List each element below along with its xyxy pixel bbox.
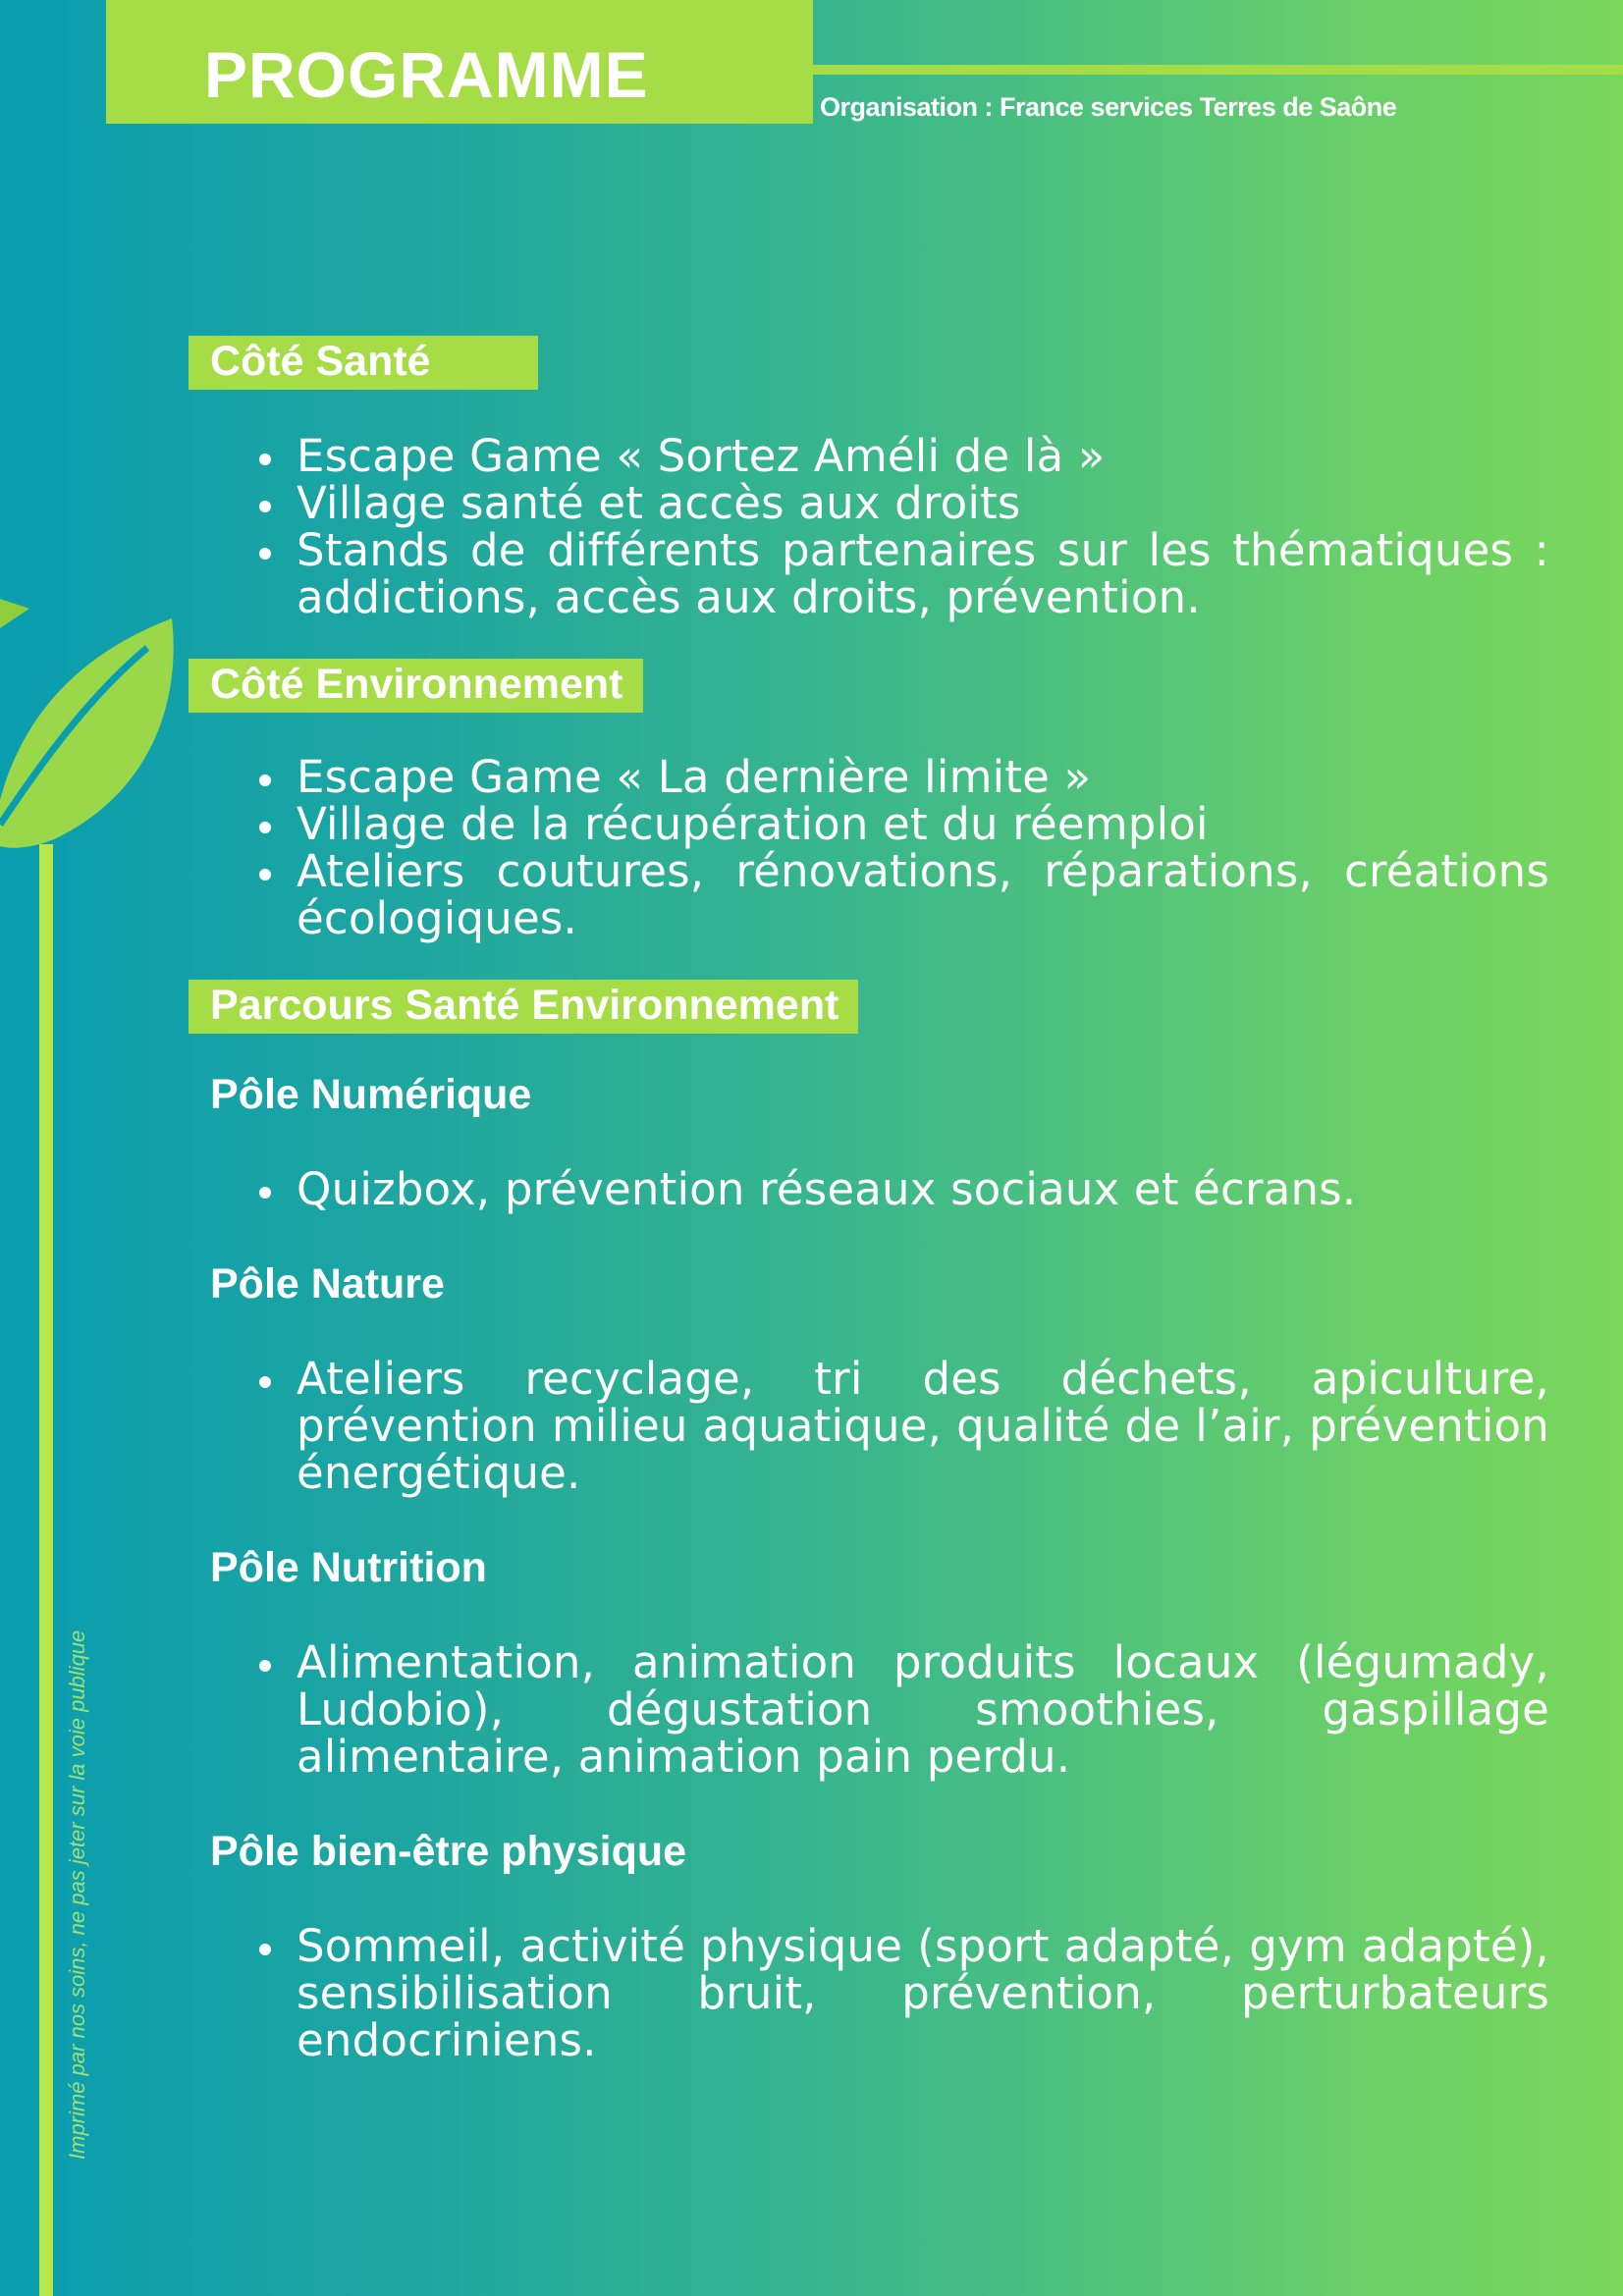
list-item: Sommeil, activité physique (sport adapté, gym adapté), sensibilisation bruit, prévention, perturbateurs endocriniens. xyxy=(297,1920,1549,2066)
pole-title-nature: Pôle Nature xyxy=(210,1260,445,1308)
list-item: Quizbox, prévention réseaux sociaux et écrans. xyxy=(297,1166,1549,1213)
list-nutrition xyxy=(189,1636,1549,1783)
section-tag-sante: Côté Santé xyxy=(189,336,538,390)
section-tag-parcours: Parcours Santé Environnement xyxy=(189,980,858,1034)
list-item: Ateliers recyclage, tri des déchets, apiculture, prévention milieu aquatique, qualité de l’air, prévention énergétique. xyxy=(297,1353,1549,1499)
leaf-stem xyxy=(39,844,53,2296)
list-item: Ateliers coutures, rénovations, réparations, créations écologiques. xyxy=(297,845,1549,944)
list-item: Stands de différents partenaires sur les thématiques : addictions, accès aux droits, prévention. xyxy=(297,524,1549,623)
list-item: Village santé et accès aux droits xyxy=(297,480,1549,527)
list-item: Escape Game « La dernière limite » xyxy=(297,754,1549,801)
organisation-label: Organisation : France services Terres de Saône xyxy=(820,92,1397,122)
header-divider xyxy=(813,65,1623,75)
pole-title-bien-etre: Pôle bien-être physique xyxy=(210,1828,687,1875)
section-tag-environnement: Côté Environnement xyxy=(189,659,643,713)
list-numerique xyxy=(189,1163,1549,1215)
list-environnement xyxy=(189,751,1549,944)
list-item: Alimentation, animation produits locaux (légumady, Ludobio), dégustation smoothies, gaspillage alimentaire, animation pain perdu. xyxy=(297,1636,1549,1783)
list-nature xyxy=(189,1353,1549,1499)
list-item: Village de la récupération et du réemploi xyxy=(297,801,1549,848)
imprint-notice: Imprimé par nos soins, ne pas jeter sur la voie publique xyxy=(65,1629,89,2160)
pole-title-numerique: Pôle Numérique xyxy=(210,1071,532,1118)
page-title: PROGRAMME xyxy=(204,38,649,111)
list-sante xyxy=(189,430,1549,623)
pole-title-nutrition: Pôle Nutrition xyxy=(210,1544,487,1591)
list-bien-etre xyxy=(189,1920,1549,2066)
programme-content xyxy=(189,336,1549,2066)
list-item: Escape Game « Sortez Améli de là » xyxy=(297,433,1549,480)
leaf-icon xyxy=(0,569,196,864)
